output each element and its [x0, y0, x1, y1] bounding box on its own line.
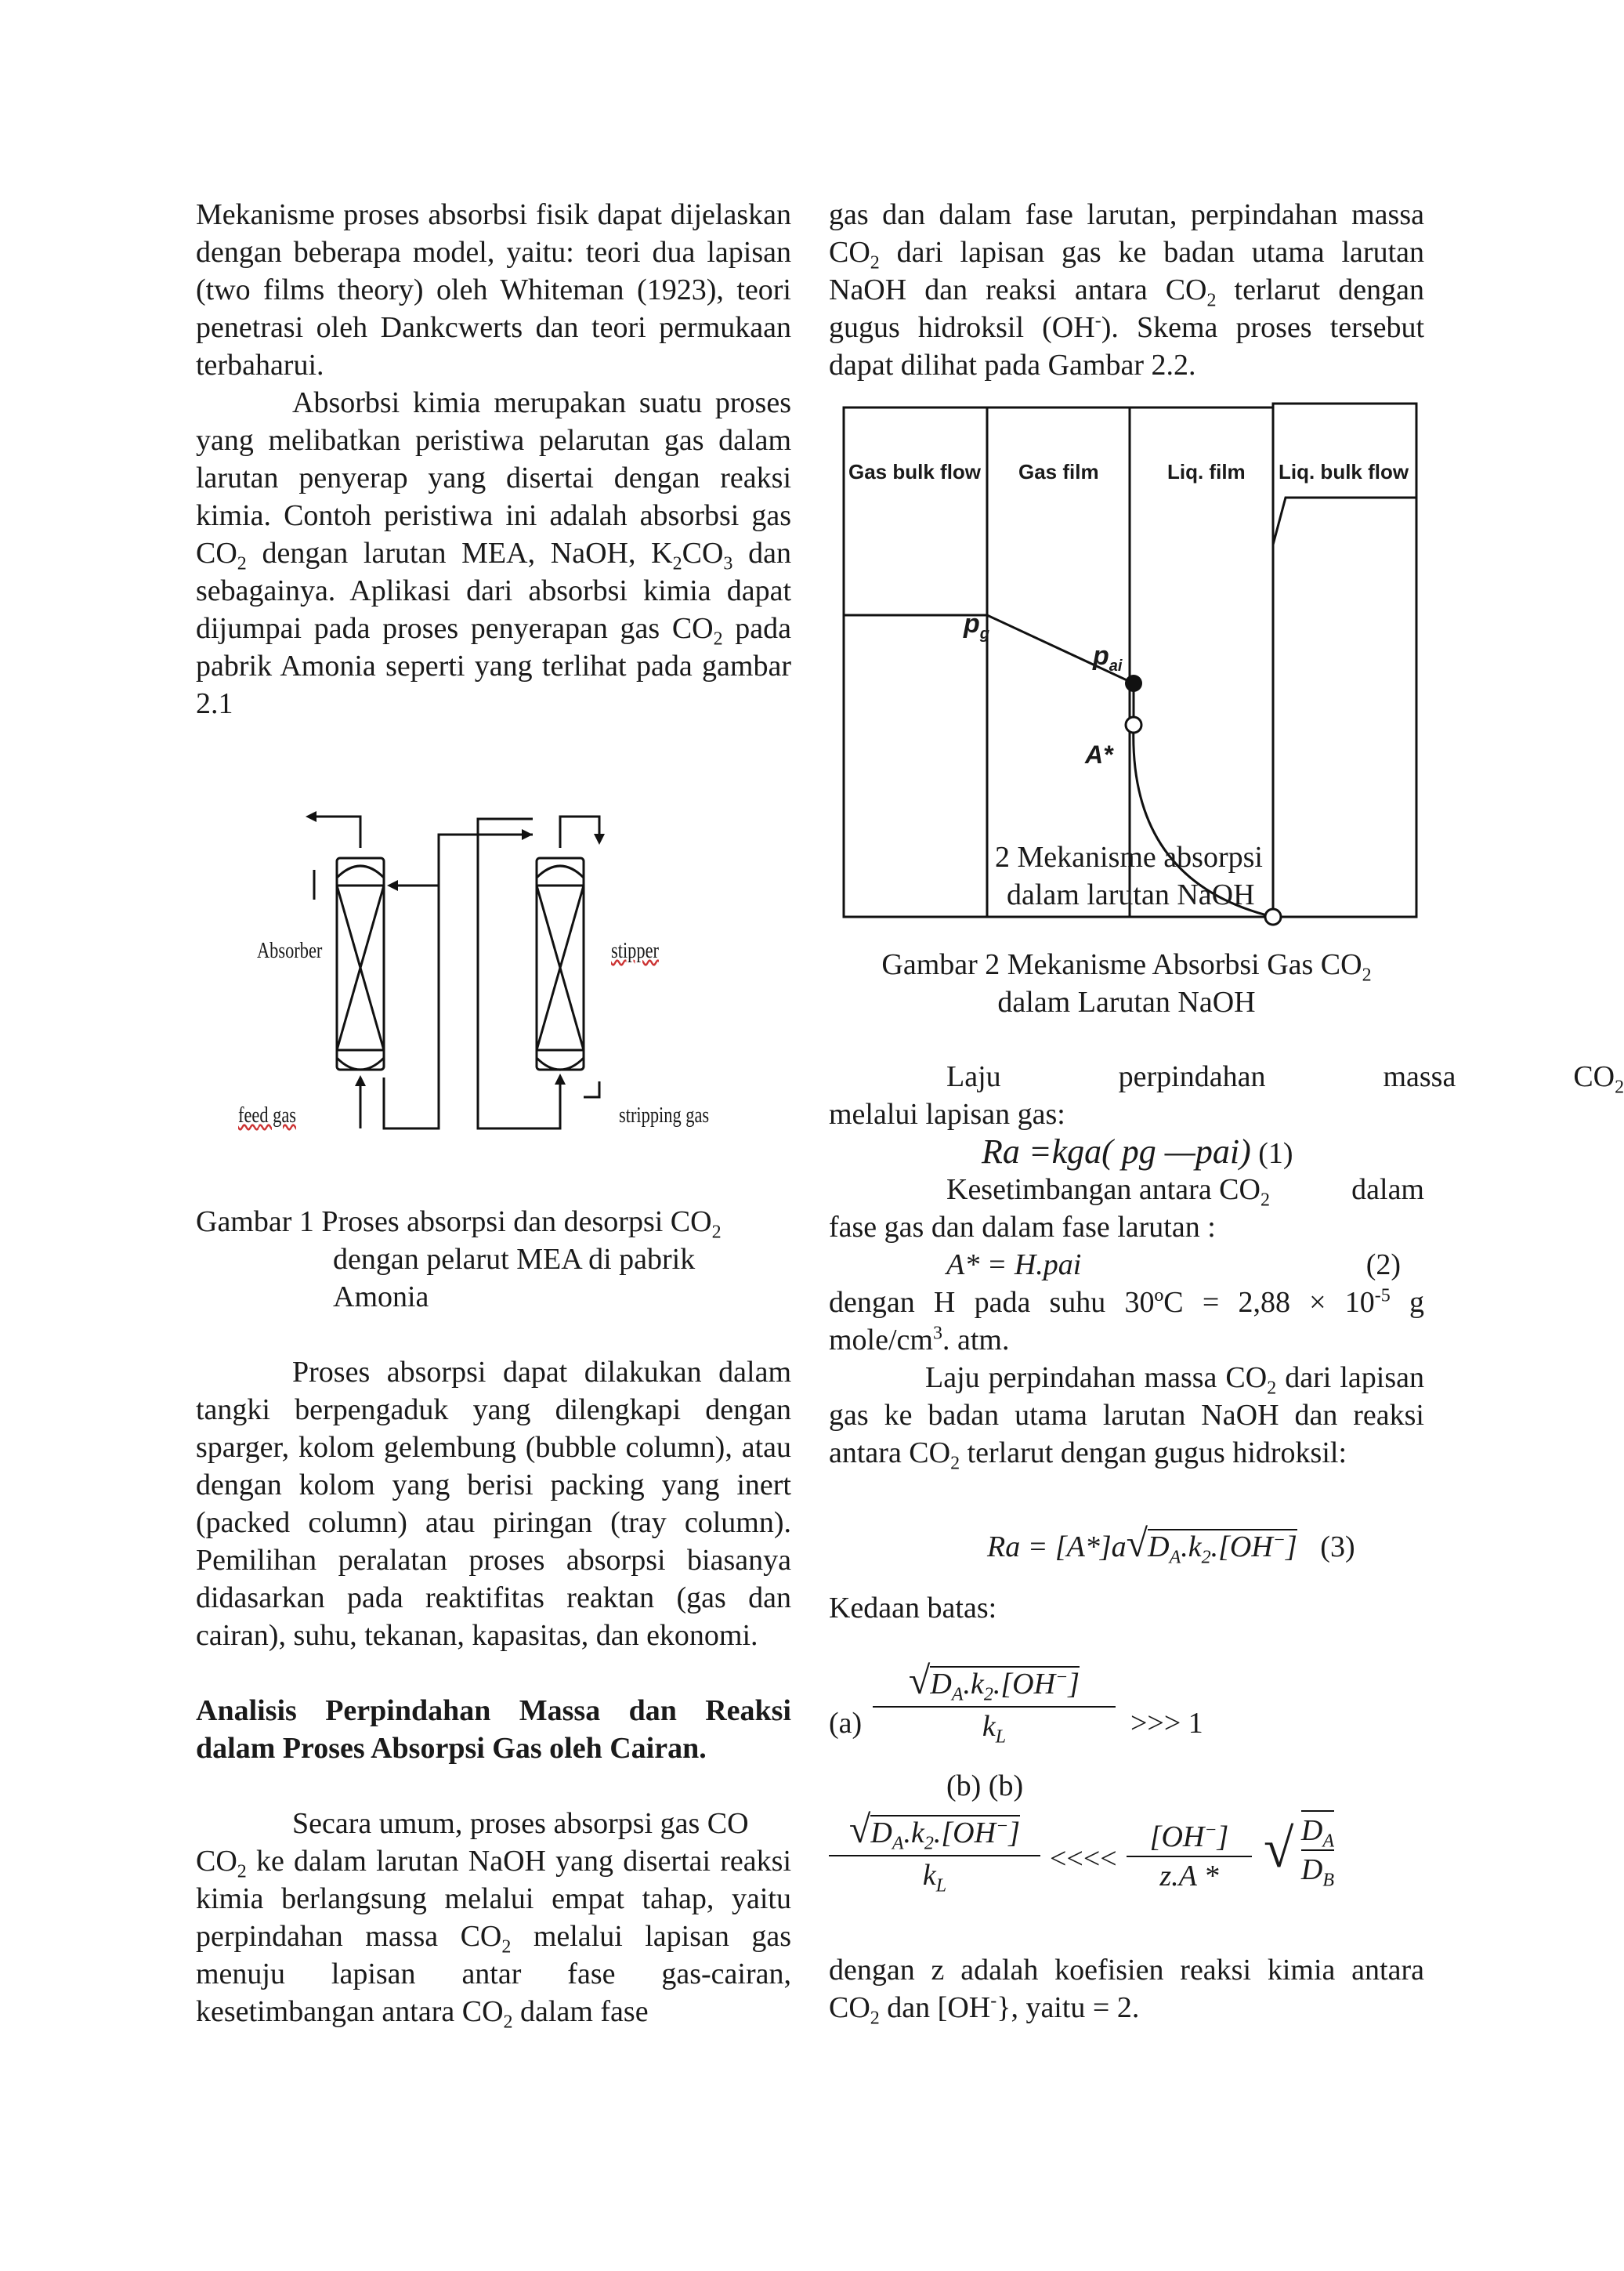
- right-column: [829, 196, 1424, 384]
- col-liq-bulk-label: Liq. bulk flow: [1279, 460, 1409, 484]
- pg-label: $p_g$: [964, 609, 989, 643]
- absorber-outlet-line: [313, 817, 360, 848]
- overlay-caption: 2 Mekanisme absorpsi dalam larutan NaOH: [995, 841, 1263, 911]
- henry-constant: dengan H pada suhu 30ºC = $2,88 \times 10^{-5}$ g mole/$cm^3$. atm.: [829, 1285, 1424, 1356]
- stripping-gas-label: stripping gas: [619, 1103, 710, 1128]
- col-gas-film-label: Gas film: [1018, 460, 1099, 484]
- pai-label: $p_{ai}$: [1093, 641, 1123, 675]
- transfer-rate-intro: melalui lapisan gas:: [829, 1098, 1065, 1131]
- paragraph-chemical-absorption: Absorbsi kimia merupakan suatu proses yang melibatkan peristiwa pelarutan gas dalam larutan penyerap yang disertai dengan reaksi kimia. Contoh peristiwa ini adalah absorbsi gas $CO_2$ dengan larutan MEA, NaOH, $K_2CO_3$ dan sebagainya. Aplikasi dari absorbsi kimia dapat dijumpai pada proses penyerapan gas $CO_2$ pada pabrik Amonia seperti yang terlihat pada gambar 2.1: [196, 386, 792, 720]
- paragraph-four-steps: Secara umum, proses absorpsi gas CO $CO_2$ ke dalam larutan NaOH yang disertai reaksi kimia berlangsung melalui empat tahap, yaitu perpindahan massa $CO_2$ melalui lapisan gas menuju lapisan antar fase gas-cairan, kesetimbangan antara $CO_2$ dalam fase: [196, 1807, 791, 2033]
- process-diagram: [227, 799, 760, 1152]
- interface-point-filled: [1125, 675, 1142, 692]
- section-heading: Analisis Perpindahan Massa dan Reaksi dalam Proses Absorpsi Gas oleh Cairan.: [196, 1694, 791, 1765]
- stripping-gas-line: [584, 1081, 599, 1097]
- equation-3: $Ra = [A*]a√D_A.k_2.[OH^-]$ (3): [987, 1521, 1355, 1568]
- arrow-stripper-out: [594, 834, 605, 845]
- stripper-top-cap: [537, 866, 584, 878]
- equation-1: Ra =kga( pg —pai) (1): [982, 1132, 1293, 1171]
- condition-b: $√D_A.k_2.[OH^-]$ $k_L$ <<<< [OH−] z.A * √ $\frac{D_A}{D_B}$: [829, 1810, 1424, 1920]
- liq-bulk-profile: [1273, 498, 1416, 545]
- stripper-bottom-cap: [537, 1058, 584, 1070]
- figure-2-film-diagram: [842, 404, 1426, 925]
- equilibrium-line: Kesetimbangan antara $CO_2$ dalam: [946, 1173, 1424, 1211]
- right-final-paragraph: [829, 1951, 1424, 2027]
- col-liq-film-label: Liq. film: [1167, 460, 1246, 484]
- boundary-title: Kedaan batas:: [829, 1592, 997, 1624]
- figure-2-caption: Gambar 2 Mekanisme Absorbsi Gas $CO_2$ dalam Larutan NaOH: [881, 948, 1372, 1019]
- rich-solvent-line: [478, 819, 560, 1128]
- feed-gas-label: feed gas: [238, 1103, 297, 1128]
- paragraph-models: Mekanisme proses absorbsi fisik dapat dijelaskan dengan beberapa model, yaitu: teori dua lapisan (two films theory) oleh Whiteman (1923), teori penetrasi oleh Dankcwerts dan teori permukaan terbaharui.: [196, 198, 791, 382]
- figure-1-absorber-stripper: [227, 799, 760, 1152]
- left-lower-column: [196, 1353, 791, 2033]
- arrow-feed-gas: [355, 1075, 366, 1086]
- paragraph-transfer-steps: gas dan dalam fase larutan, perpindahan massa $CO_2$ dari lapisan gas ke badan utama larutan NaOH dan reaksi antara $CO_2$ terlarut dengan gugus hidroksil (OH-). Skema proses tersebut dapat dilihat pada Gambar 2.2.: [829, 198, 1424, 382]
- paragraph-coefficient-z: dengan z adalah koefisien reaksi kimia antara $CO_2$ dan [OH-}, yaitu = 2.: [829, 1954, 1424, 2029]
- stripper-label: stipper: [611, 939, 659, 963]
- arrow-into-absorber: [387, 880, 398, 891]
- paragraph-transfer-reaction: Laju perpindahan massa $CO_2$ dari lapisan gas ke badan utama larutan NaOH dan reaksi antara $CO_2$ terlarut dengan gugus hidroksil:: [829, 1361, 1425, 1474]
- absorber-bottom-cap: [337, 1058, 384, 1070]
- left-column: [196, 196, 791, 723]
- equation-2: A* = H.pai (2): [946, 1248, 1401, 1281]
- arrow-absorber-out: [306, 811, 316, 822]
- arrow-stripping-gas: [555, 1074, 566, 1085]
- absorber-top-cap: [337, 866, 384, 878]
- lean-solvent-line: [384, 835, 533, 1128]
- interface-point-open: [1126, 717, 1141, 733]
- right-lower-column: [829, 1058, 1624, 1474]
- paragraph-equipment: Proses absorpsi dapat dilakukan dalam tangki berpengaduk yang dilengkapi dengan sparger, kolom gelembung (bubble column), atau dengan kolom yang berisi packing yang inert (packed column) atau piringan (tray column). Pemilihan peralatan proses absorpsi biasanya didasarkan pada reaktifitas reaktan (gas dan cairan), suhu, tekanan, kapasitas, dan ekonomi.: [196, 1356, 791, 1652]
- col-gas-bulk-label: Gas bulk flow: [848, 460, 982, 484]
- transfer-rate-line: Laju perpindahan massa $CO_2$: [946, 1060, 1624, 1098]
- astar-label: A*: [1085, 741, 1113, 769]
- arrow-into-stripper: [522, 829, 533, 840]
- stripper-outlet-line: [560, 817, 599, 848]
- equilibrium-intro: fase gas dan dalam fase larutan :: [829, 1211, 1216, 1244]
- figure-1-caption: Gambar 1 Proses absorpsi dan desorpsi $CO_2$ dengan pelarut MEA di pabrik Amonia: [196, 1205, 722, 1313]
- condition-b-label: (b) (b): [946, 1769, 1024, 1802]
- absorber-label: Absorber: [257, 939, 323, 963]
